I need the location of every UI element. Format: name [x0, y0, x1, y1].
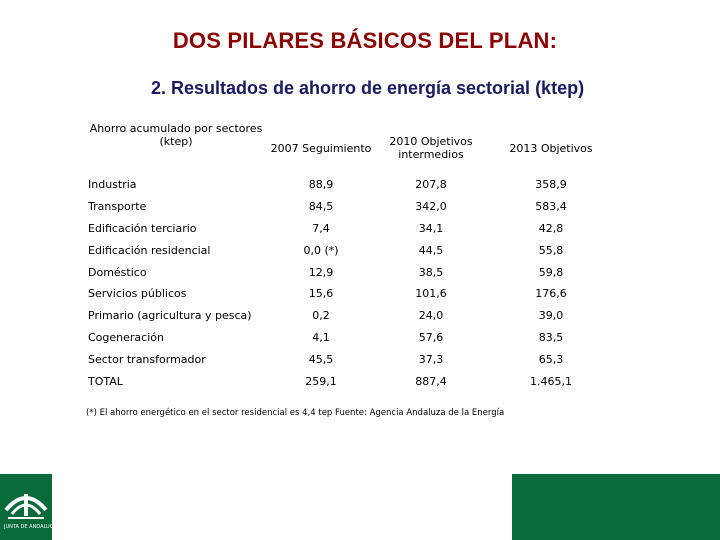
junta-de-andalucia-logo-icon: [4, 480, 48, 520]
column-header: 2007 Seguimiento: [270, 141, 372, 155]
logo-text: JUNTA DE ANDALUCIA: [4, 524, 59, 530]
column-header: Ahorro acumulado por sectores (ktep): [89, 122, 263, 148]
sector-label: Doméstico: [88, 265, 147, 279]
page-subtitle: 2. Resultados de ahorro de energía sectorial (ktep): [150, 78, 585, 98]
table-cell: 15,6: [308, 287, 334, 301]
savings-table: [86, 122, 616, 392]
sector-label: Edificación residencial: [88, 243, 211, 257]
table-cell: 88,9: [308, 178, 334, 192]
sector-label: Cogeneración: [88, 330, 164, 344]
table-row: [86, 283, 616, 305]
table-cell: 83,5: [538, 330, 564, 344]
table-cell: 207,8: [415, 178, 447, 192]
footnote: (*) El ahorro energético en el sector residencial es 4,4 tep Fuente: Agencia Andaluza de la Energía: [86, 408, 505, 418]
table-row: [86, 239, 616, 261]
table-row: [86, 305, 616, 327]
table-cell: 7,4: [312, 221, 330, 235]
table-row: [86, 348, 616, 370]
table-cell: 59,8: [538, 265, 564, 279]
column-header: 2013 Objetivos: [509, 141, 593, 155]
table-row: [86, 174, 616, 196]
table-cell: 4,1: [312, 330, 330, 344]
table-cell: 37,3: [418, 352, 444, 366]
sector-label: Edificación terciario: [88, 221, 197, 235]
table-cell: 57,6: [418, 330, 444, 344]
table-cell: 176,6: [535, 287, 567, 301]
sector-label: Servicios públicos: [88, 287, 187, 301]
table-cell: 24,0: [418, 309, 444, 323]
junta-de-andalucia-logo: [0, 474, 59, 540]
sector-label: Transporte: [88, 200, 147, 214]
sector-label: TOTAL: [88, 374, 123, 388]
table-row: [86, 218, 616, 240]
column-header: 2010 Objetivos intermedios: [389, 135, 473, 161]
table-cell: 342,0: [415, 200, 447, 214]
sector-label: Industria: [88, 178, 137, 192]
table-cell: 0,2: [312, 309, 330, 323]
footer-green-block: [512, 474, 720, 540]
table-cell: 44,5: [418, 243, 444, 257]
table-row-total: [86, 370, 616, 392]
table-header-row: [86, 122, 616, 174]
sector-label: Primario (agricultura y pesca): [88, 309, 252, 323]
table-cell: 45,5: [308, 352, 334, 366]
table-cell: 0,0 (*): [303, 243, 339, 257]
table-cell: 259,1: [305, 374, 337, 388]
table-row: [86, 261, 616, 283]
table-cell: 583,4: [535, 200, 567, 214]
table-cell: 12,9: [308, 265, 334, 279]
page-title: DOS PILARES BÁSICOS DEL PLAN:: [172, 28, 558, 53]
table-row: [86, 327, 616, 349]
table-cell: 38,5: [418, 265, 444, 279]
table-cell: 34,1: [418, 221, 444, 235]
table-cell: 65,3: [538, 352, 564, 366]
table-cell: 39,0: [538, 309, 564, 323]
table-cell: 887,4: [415, 374, 447, 388]
table-row: [86, 196, 616, 218]
table-cell: 42,8: [538, 221, 564, 235]
sector-label: Sector transformador: [88, 352, 206, 366]
table-cell: 84,5: [308, 200, 334, 214]
table-cell: 358,9: [535, 178, 567, 192]
table-cell: 101,6: [415, 287, 447, 301]
table-cell: 1.465,1: [530, 374, 572, 388]
table-cell: 55,8: [538, 243, 564, 257]
